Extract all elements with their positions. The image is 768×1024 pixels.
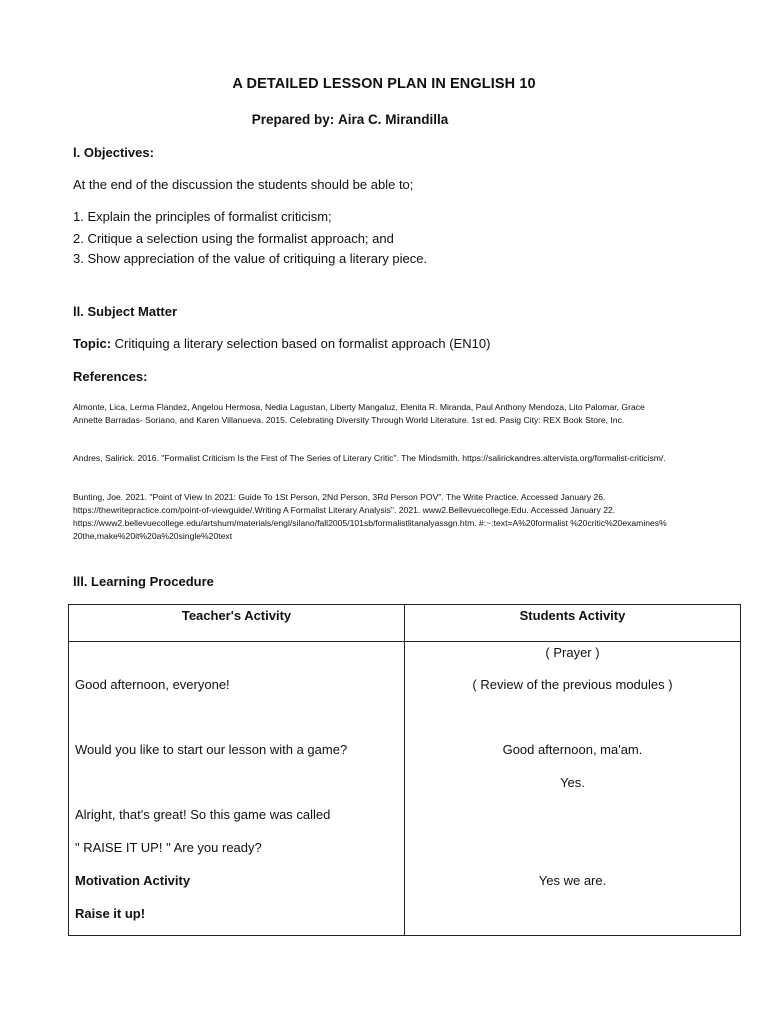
teacher-activity-cell [69, 642, 405, 936]
objective-item-2: 2. Critique a selection using the formalist approach; and [73, 231, 394, 246]
topic-line [73, 336, 490, 351]
reference-1-text: Almonte, Lica, Lerma Flandez, Angelou Hermosa, Nedia Lagustan, Liberty Mangaluz, Elenita R. Miranda, Paul Anthony Mendoza, Lito Palomar, Grace Annette Barradas- Soriano, and Karen Villanueva. 2015. Celebrating Diversity Through World Literature. 1st ed. Pasig City: REX Book Store, Inc. [73, 402, 645, 425]
learning-procedure-table [68, 604, 741, 936]
objective-item-3: 3. Show appreciation of the value of critiquing a literary piece. [73, 251, 428, 266]
objectives-heading: l. Objectives: [73, 145, 154, 160]
prepared-by [0, 112, 700, 127]
topic-label: Topic: [73, 336, 112, 351]
teacher-line-4: " RAISE IT UP! " Are you ready? [75, 840, 262, 855]
teacher-line-6: Raise it up! [75, 906, 146, 921]
objective-item-1: 1. Explain the principles of formalist criticism; [73, 209, 332, 224]
references-heading: References: [73, 369, 148, 384]
objectives-intro: At the end of the discussion the students should be able to; [73, 177, 414, 192]
teacher-activity-header: Teacher's Activity [69, 605, 405, 642]
table-row [69, 642, 741, 936]
subject-matter-heading: ll. Subject Matter [73, 304, 178, 319]
table-header-row [69, 605, 741, 642]
reference-2 [73, 452, 673, 465]
reference-3-text: Bunting, Joe. 2021. "Point of View In 2021: Guide To 1St Person, 2Nd Person, 3Rd Person POV". The Write Practice. Accessed January 26. https://thewritepractice.com/point-of-viewguide/.Writing A Formalist Literary Analysis". 2021. www2.Bellevuecollege.Edu. Accessed January 22. https://www2.bellevuecollege.edu/artshum/materials/engl/silano/fall2005/101sb/formalistlitanalyassgn.htm. #:~:text=A%20formalist %20critic%20examines% 20the,make%20it%20a%20single%20text [73, 492, 667, 541]
student-line-3: Good afternoon, ma'am. [502, 742, 643, 757]
students-activity-cell [405, 642, 741, 936]
reference-3 [73, 491, 673, 543]
teacher-line-5: Motivation Activity [75, 873, 191, 888]
prepared-by-name: Aira C. Mirandilla [338, 112, 449, 127]
teacher-line-2: Would you like to start our lesson with a game? [75, 742, 348, 757]
prepared-by-label: Prepared by: [251, 112, 335, 127]
students-activity-header: Students Activity [405, 605, 741, 642]
learning-procedure-heading: lll. Learning Procedure [73, 574, 214, 589]
student-line-1: ( Prayer ) [545, 645, 600, 660]
reference-1 [73, 401, 673, 427]
reference-2-text: Andres, Salirick. 2016. "Formalist Criticism Is the First of The Series of Literary Critic". The Mindsmith. https://salirickandres.altervista.org/formalist-criticism/. [73, 453, 666, 463]
student-line-2: ( Review of the previous modules ) [472, 677, 673, 692]
teacher-line-1: Good afternoon, everyone! [75, 677, 230, 692]
teacher-line-3: Alright, that's great! So this game was called [75, 807, 331, 822]
student-line-4: Yes. [560, 775, 585, 790]
document-title: A DETAILED LESSON PLAN IN ENGLISH 10 [232, 76, 536, 92]
student-line-5: Yes we are. [538, 873, 607, 888]
topic-text: Critiquing a literary selection based on formalist approach (EN10) [114, 336, 491, 351]
